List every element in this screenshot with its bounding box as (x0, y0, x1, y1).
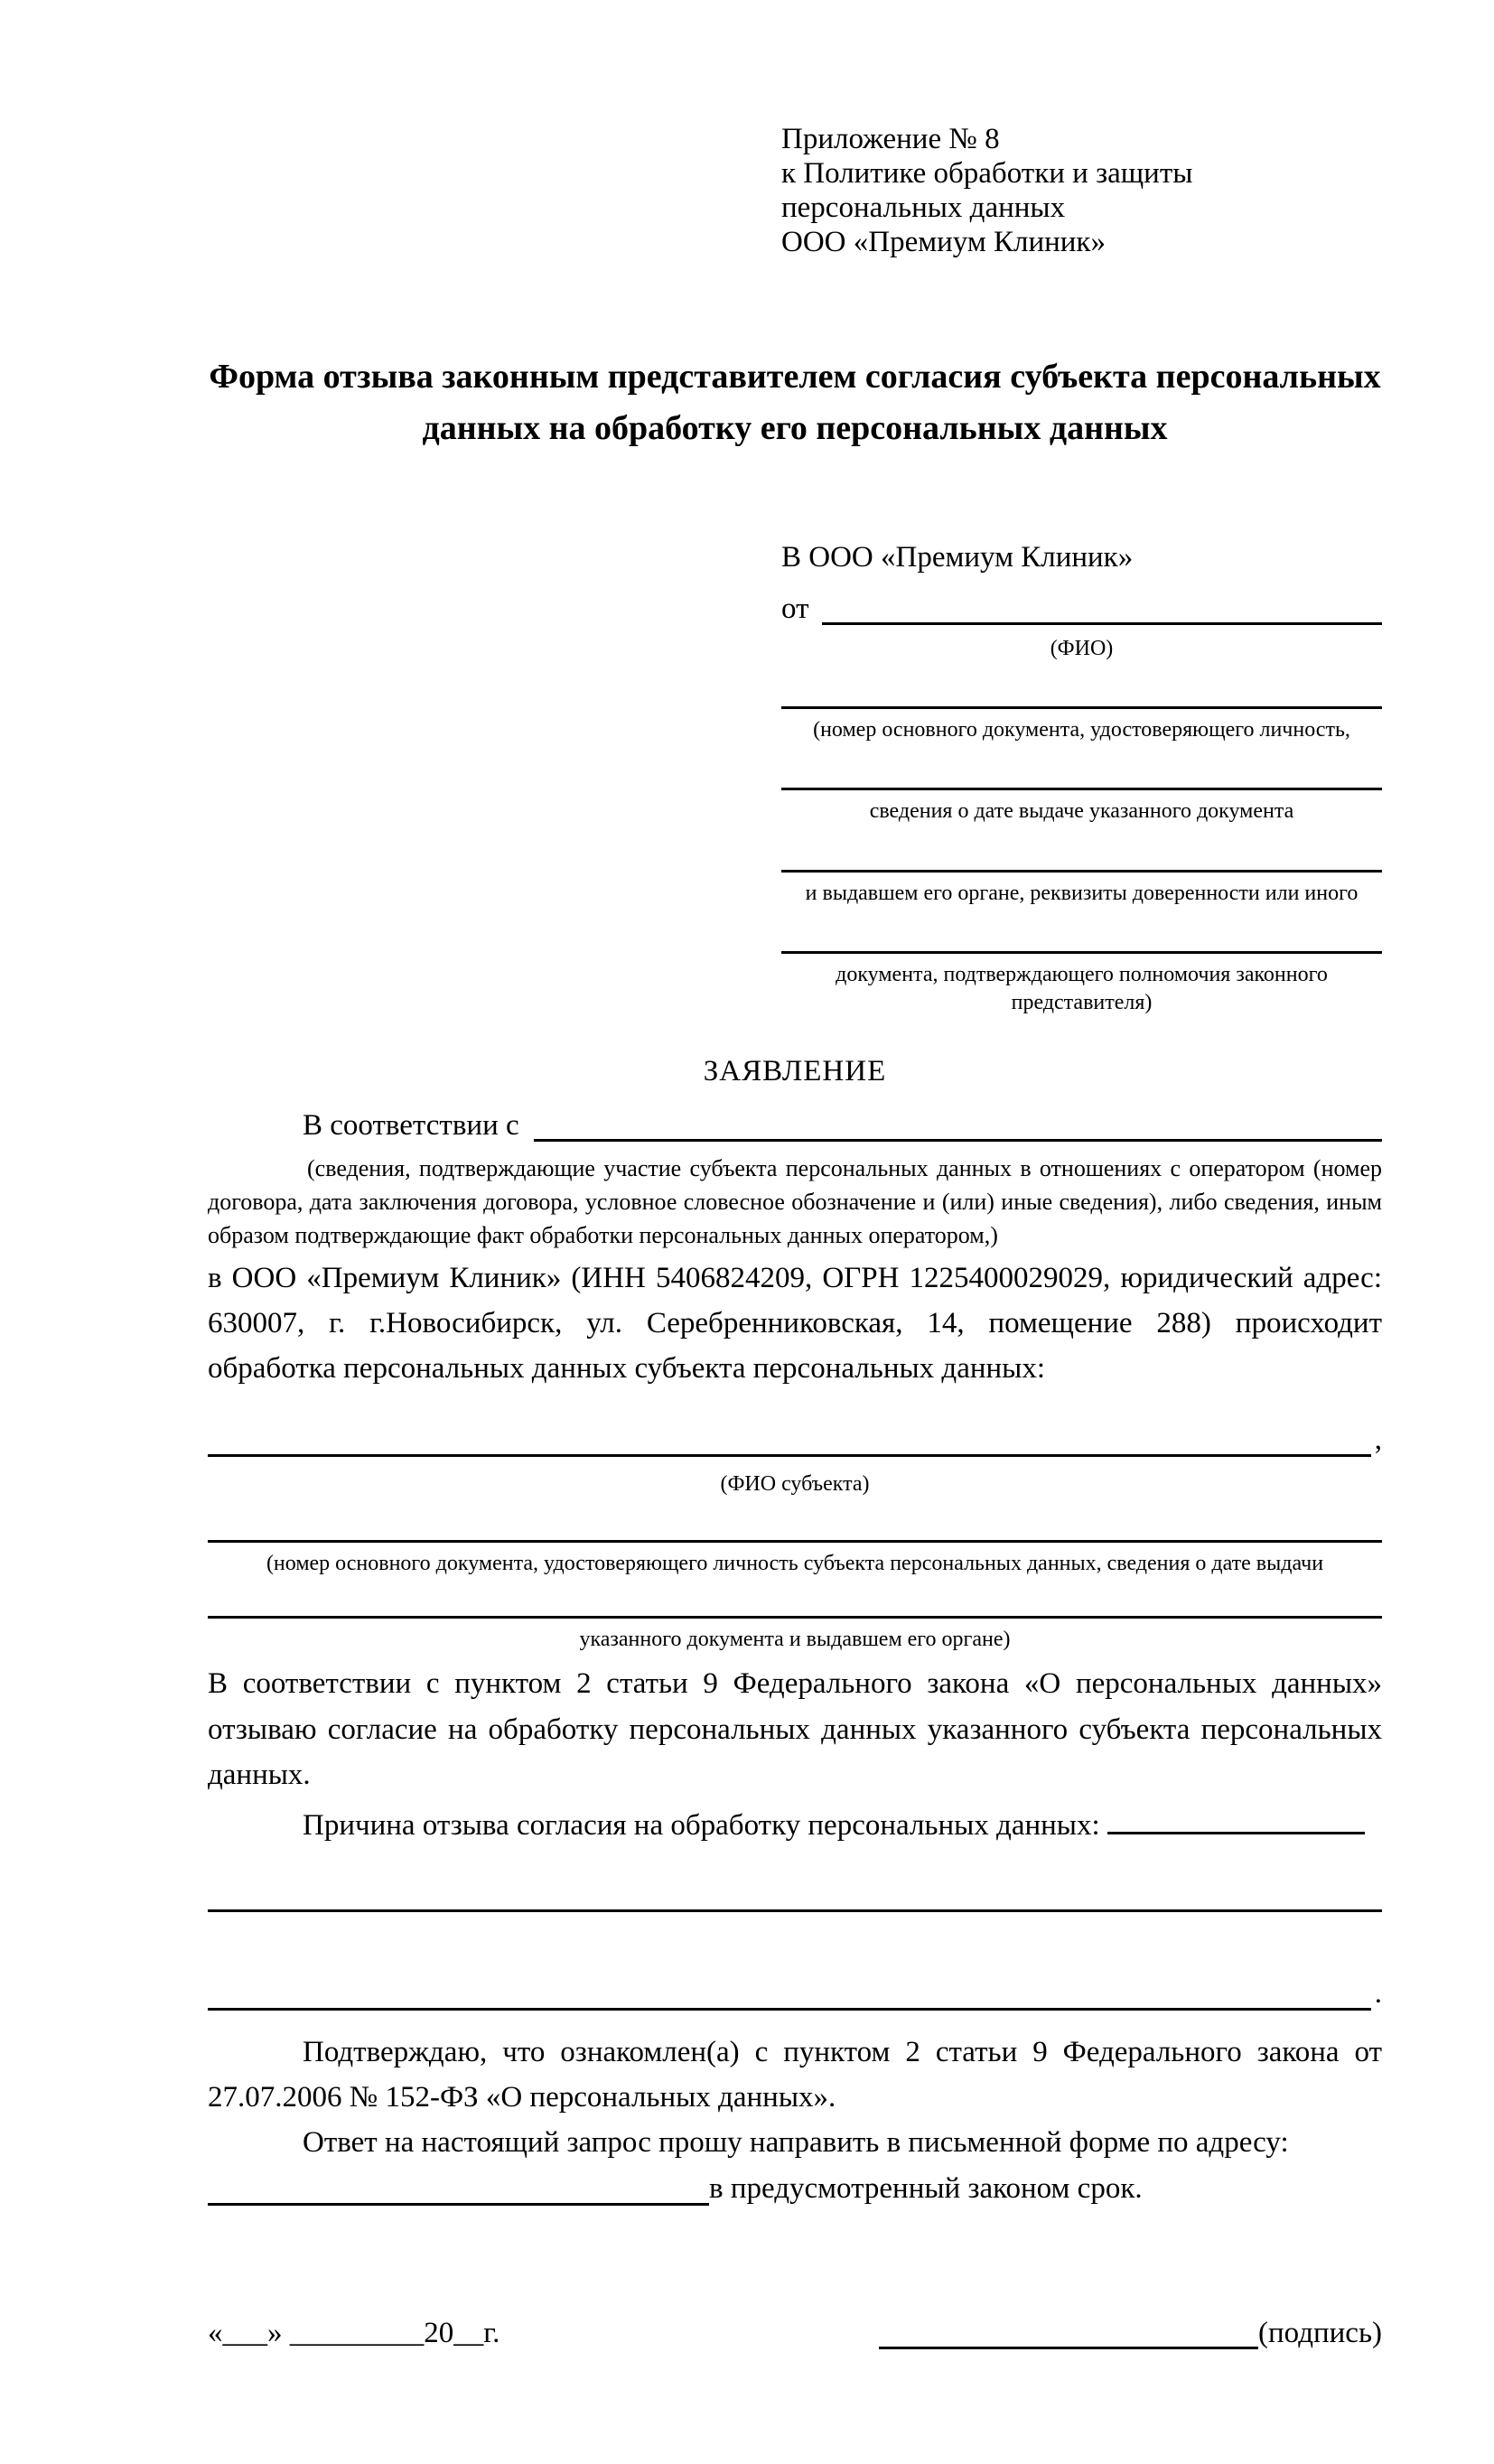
from-fio-blank (822, 621, 1383, 625)
subject-doc-caption: указанного документа и выдавшем его органе) (579, 1628, 1011, 1652)
reason-answer-blank (208, 1909, 1382, 1912)
law-paragraph: В соответствии с пунктом 2 статьи 9 Федерального закона «О персональных данных» отзываю согласие на обработку персональных данных указанного субъекта персональных данных. (208, 1667, 1382, 1791)
reason-answer-blank (208, 2007, 1371, 2011)
statement-heading: ЗАЯВЛЕНИЕ (703, 1055, 887, 1088)
addressee-field (781, 870, 1382, 908)
addressee-field (781, 706, 1382, 744)
field-blank (781, 706, 1382, 709)
subject-fio-line (208, 1418, 1382, 1463)
field-blank (781, 788, 1382, 790)
subject-doc-blank (208, 1540, 1382, 1543)
subject-fio-caption: (ФИО субъекта) (720, 1471, 870, 1496)
date-line: «___» _________20__г. (208, 2316, 500, 2349)
addressee-block (781, 537, 1382, 1017)
appendix-line: Приложение № 8 (781, 123, 1000, 155)
fio-caption: (ФИО) (1050, 637, 1114, 661)
field-caption: (номер основного документа, удостоверяющего личность, (813, 718, 1350, 742)
reply-suffix: в предусмотренный законом срок. (709, 2172, 1143, 2206)
operator-paragraph: в ООО «Премиум Клиник» (ИНН 5406824209, ОГРН 1225400029029, юридический адрес: 630007, г. г.Новосибирск, ул. Серебренниковская, 14, помещение 288) происходит обработка персональных данных субъекта персональных данных: (208, 1261, 1382, 1386)
field-caption: сведения о дате выдаче указанного документа (869, 799, 1294, 824)
field-blank (781, 870, 1382, 873)
field-blank (781, 951, 1382, 954)
subject-doc-caption: (номер основного документа, удостоверяющего личность субъекта персональных данных, сведения о дате выдачи (266, 1552, 1324, 1576)
appendix-block (781, 122, 1382, 259)
field-caption: документа, подтверждающего полномочия законного представителя) (836, 962, 1328, 1014)
period: . (1374, 1977, 1382, 2011)
reason-answer-line (208, 1972, 1382, 2017)
addressee-to-line: В ООО «Премиум Клиник» (781, 541, 1134, 574)
intro-line (208, 1104, 1382, 1149)
from-label: от (781, 592, 809, 625)
appendix-line: персональных данных (781, 191, 1066, 224)
reply-address-blank (208, 2203, 709, 2206)
reply-address-line (208, 2167, 1382, 2212)
reason-prefix: Причина отзыва согласия на обработку персональных данных: (303, 1808, 1100, 1842)
page-title: Форма отзыва законным представителем согласия субъекта персональных данных на обработку его персональных данных (209, 358, 1381, 447)
reply-paragraph: Ответ на настоящий запрос прошу направить в письменной форме по адресу: (303, 2126, 1289, 2160)
intro-note: (сведения, подтверждающие участие субъекта персональных данных в отношениях с оператором (номер договора, дата заключения договора, условное словесное обозначение и (или) иные сведения), либо сведения, иным образом подтверждающие факт обработки персональных данных оператором,) (208, 1155, 1382, 1248)
comma: , (1374, 1423, 1382, 1457)
signature-area (879, 2311, 1382, 2357)
signature-caption: (подпись) (1258, 2316, 1382, 2349)
appendix-line: ООО «Премиум Клиник» (781, 226, 1106, 258)
footer (208, 2311, 1382, 2357)
reason-line (208, 1801, 1382, 1849)
from-line (781, 587, 1382, 632)
subject-doc-blank (208, 1616, 1382, 1619)
intro-prefix: В соответствии с (303, 1108, 519, 1142)
addressee-field (781, 951, 1382, 1017)
reason-blank (1107, 1801, 1365, 1834)
addressee-field (781, 788, 1382, 826)
intro-blank (534, 1138, 1382, 1142)
appendix-line: к Политике обработки и защиты (781, 157, 1193, 190)
confirm-paragraph: Подтверждаю, что ознакомлен(а) с пунктом 2 статьи 9 Федерального закона от 27.07.2006 № 152-ФЗ «О персональных данных». (208, 2035, 1382, 2114)
field-caption: и выдавшем его органе, реквизиты доверенности или иного (805, 881, 1359, 905)
signature-blank (879, 2347, 1258, 2349)
subject-fio-blank (208, 1453, 1371, 1457)
